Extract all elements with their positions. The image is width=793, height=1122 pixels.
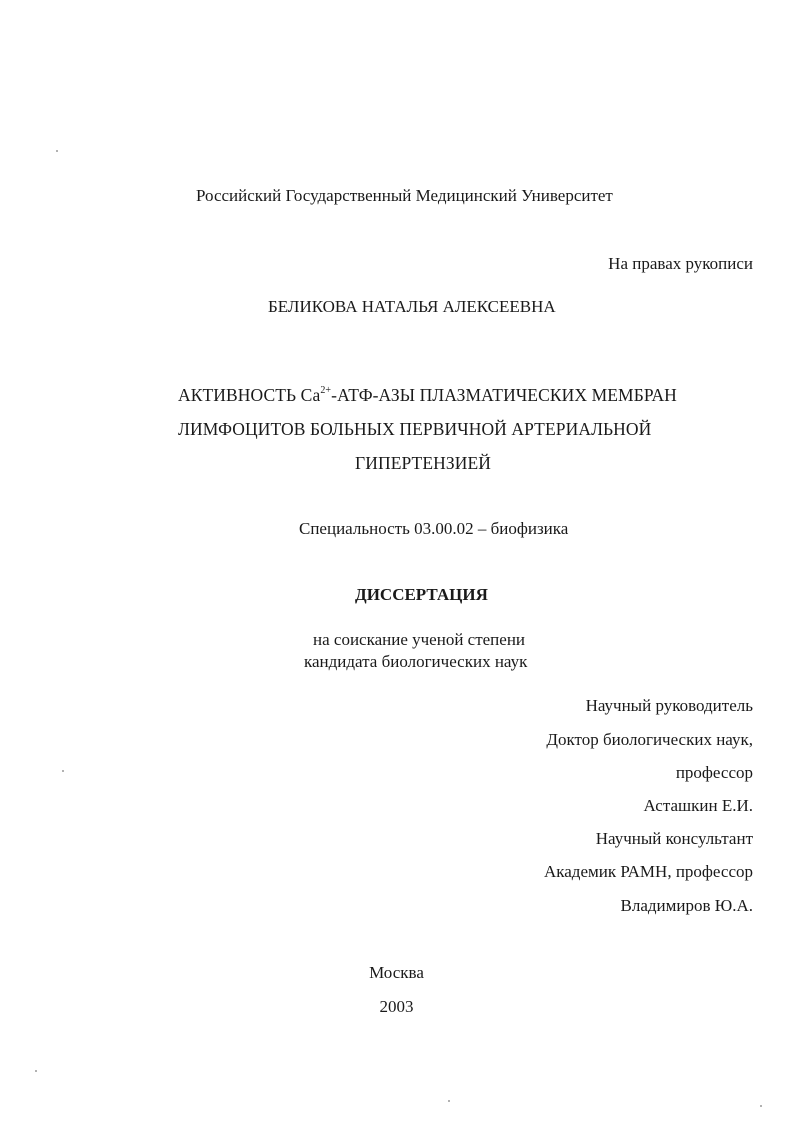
scan-speck [760,1105,762,1107]
consultant-label: Научный консультант [595,829,753,848]
calcium-charge-superscript: 2+ [320,385,332,397]
scan-speck [448,1100,450,1102]
university-name: Российский Государственный Медицинский Университет [196,186,613,205]
scan-speck [35,1070,37,1072]
document-type: ДИССЕРТАЦИЯ [355,585,488,604]
degree-line-2: кандидата биологических наук [304,652,528,671]
specialty: Специальность 03.00.02 – биофизика [299,519,569,538]
title-line-1 [178,385,677,405]
supervisor-name: Асташкин Е.И. [643,796,753,815]
city: Москва [369,963,424,982]
author-name: БЕЛИКОВА НАТАЛЬЯ АЛЕКСЕЕВНА [268,297,556,316]
title-line-3: ГИПЕРТЕНЗИЕЙ [355,453,491,473]
consultant-title: Академик РАМН, профессор [543,862,753,881]
title-line-2: ЛИМФОЦИТОВ БОЛЬНЫХ ПЕРВИЧНОЙ АРТЕРИАЛЬНОЙ [178,419,652,439]
year: 2003 [379,997,414,1016]
title-suffix: -АТФ-АЗЫ ПЛАЗМАТИЧЕСКИХ МЕМБРАН [331,385,677,405]
supervisor-degree: Доктор биологических наук, [546,730,753,749]
supervisor-label: Научный руководитель [585,696,753,715]
scan-speck [56,150,58,152]
supervisor-title: профессор [675,763,753,782]
consultant-name: Владимиров Ю.А. [620,896,753,915]
manuscript-note: На правах рукописи [608,254,753,273]
scan-speck [62,770,64,772]
title-prefix: АКТИВНОСТЬ Ca [178,385,321,405]
degree-line-1: на соискание ученой степени [313,630,526,649]
